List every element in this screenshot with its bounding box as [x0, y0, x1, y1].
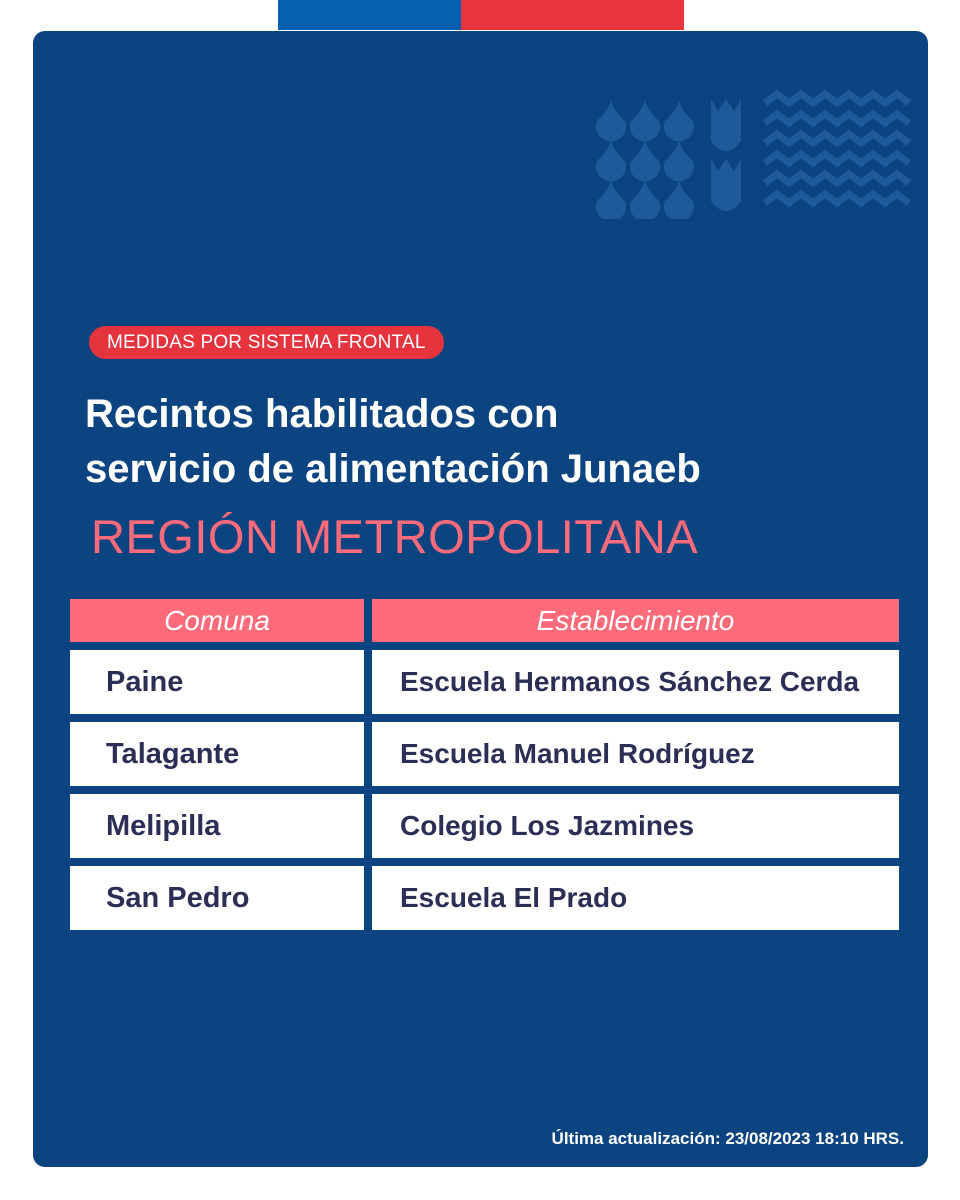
table-row	[70, 866, 899, 930]
header-establecimiento: Establecimiento	[372, 599, 899, 642]
cell-comuna: San Pedro	[70, 866, 364, 930]
flag-bar-blue	[278, 0, 461, 30]
cell-comuna: Paine	[70, 650, 364, 714]
last-update-note: Última actualización: 23/08/2023 18:10 HRS.	[551, 1129, 904, 1148]
establishments-table	[70, 599, 899, 938]
header-comuna: Comuna	[70, 599, 364, 642]
flag-bar	[278, 0, 684, 30]
table-row	[70, 722, 899, 786]
cell-comuna: Melipilla	[70, 794, 364, 858]
title-line-2: servicio de alimentación Junaeb	[85, 447, 701, 491]
cell-establecimiento: Colegio Los Jazmines	[372, 794, 899, 858]
cell-establecimiento: Escuela Manuel Rodríguez	[372, 722, 899, 786]
title-line-1: Recintos habilitados con	[85, 392, 559, 436]
cell-comuna: Talagante	[70, 722, 364, 786]
category-badge: MEDIDAS POR SISTEMA FRONTAL	[89, 326, 444, 359]
region-heading: REGIÓN METROPOLITANA	[91, 510, 699, 563]
table-row	[70, 650, 899, 714]
cell-establecimiento: Escuela El Prado	[372, 866, 899, 930]
table-header	[70, 599, 899, 642]
page-title	[85, 387, 905, 497]
flag-bar-red	[461, 0, 684, 30]
info-card	[33, 31, 928, 1167]
table-row	[70, 794, 899, 858]
heraldic-pattern-icon	[593, 89, 913, 219]
cell-establecimiento: Escuela Hermanos Sánchez Cerda	[372, 650, 899, 714]
